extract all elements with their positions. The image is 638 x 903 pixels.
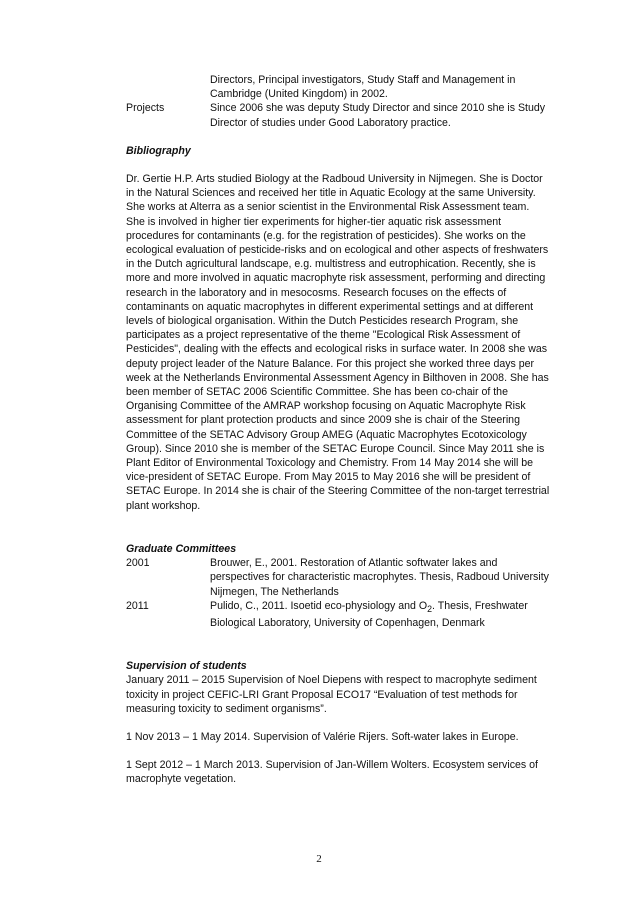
page-number: 2 (316, 853, 322, 865)
supervision-entry: 1 Sept 2012 – 1 March 2013. Supervision of Jan-Willem Wolters. Ecosystem services of macrophyte vegetation. (126, 759, 538, 786)
committee-text-part: Pulido, C., 2011. Isoetid eco-physiology and O (210, 599, 428, 612)
bibliography-text: Dr. Gertie H.P. Arts studied Biology at the Radboud University in Nijmegen. She is Doctor in the Natural Sciences and received her title in Aquatic Ecology at the same University. She works at Alterra as a senior scientist in the Environmental Risk Assessment team. She is involved in higher tier experiments for higher-tier aquatic risk assessment procedures for contaminants (e.g. for the registration of pesticides). She works on the ecological evaluation of pesticide-risks and on ecological and other aspects of freshwaters in the Dutch agricultural landscape, e.g. multistress and eutrophication. Recently, she is more and more involved in aquatic macrophyte risk assessment, performing and directing research in the laboratory and in mesocosms. Research focuses on the effects of contaminants on aquatic macrophytes in different experimental settings and at different levels of biological organisation. Within the Dutch Pesticides research Program, she participates as a project representative of the theme "Ecological Risk Assessment of Pesticides", dealing with the effects and ecological risks in surface water. In 2008 she was deputy project leader of the Nature Balance. For this project she worked three days per week at the Netherlands Environmental Assessment Agency in Bilthoven in 2008. She has been member of SETAC 2006 Scientific Committee. She has been co-chair of the Organising Committee of the AMRAP workshop focusing on Aquatic Macrophyte Risk assessment for plant protection products and since 2009 she is chair of the Steering Committee of the SETAC Advisory Group AMEG (Aquatic Macrophytes Ecotoxicology Group). Since 2010 she is member of the SETAC Europe Council. Since May 2011 she is Plant Editor of Environmental Toxicology and Chemistry. From 14 May 2014 she will be vice-president of SETAC Europe. From May 2015 to May 2016 she will be president of SETAC Europe. In 2014 she is chair of the Steering Committee of the non-target terrestrial plant workshop. (126, 173, 550, 512)
committee-entry (126, 556, 551, 599)
subscript-two: 2 (427, 603, 433, 614)
committee-text-part: . Thesis, Freshwater Biological Laboratory, University of Copenhagen, Denmark (210, 599, 528, 630)
continuation-text: Directors, Principal investigators, Study Staff and Management in Cambridge (United Kingdom) in 2002. (210, 74, 516, 101)
supervision-heading: Supervision of students (126, 660, 247, 673)
projects-text: Since 2006 she was deputy Study Director and since 2010 she is Study Director of studies under Good Laboratory practice. (210, 102, 546, 129)
continuation-row (126, 73, 551, 101)
supervision-entry: January 2011 – 2015 Supervision of Noel Diepens with respect to macrophyte sediment toxicity in project CEFIC-LRI Grant Proposal ECO17 “Evaluation of test methods for measuring toxicity to sediment organisms”. (126, 674, 537, 715)
supervision-entry: 1 Nov 2013 – 1 May 2014. Supervision of Valérie Rijers. Soft-water lakes in Europe. (126, 731, 519, 744)
empty-label (126, 73, 210, 101)
committee-text (210, 599, 551, 631)
committee-year: 2001 (126, 557, 150, 570)
committee-text: Brouwer, E., 2001. Restoration of Atlantic softwater lakes and perspectives for characteristic macrophytes. Thesis, Radboud University Nijmegen, The Netherlands (210, 557, 549, 598)
committee-entry (126, 599, 551, 631)
bibliography-heading: Bibliography (126, 144, 191, 157)
graduate-committees-heading: Graduate Committees (126, 542, 237, 555)
projects-label: Projects (126, 102, 165, 115)
document-body (126, 73, 551, 787)
projects-row (126, 101, 551, 129)
committee-year: 2011 (126, 599, 149, 612)
